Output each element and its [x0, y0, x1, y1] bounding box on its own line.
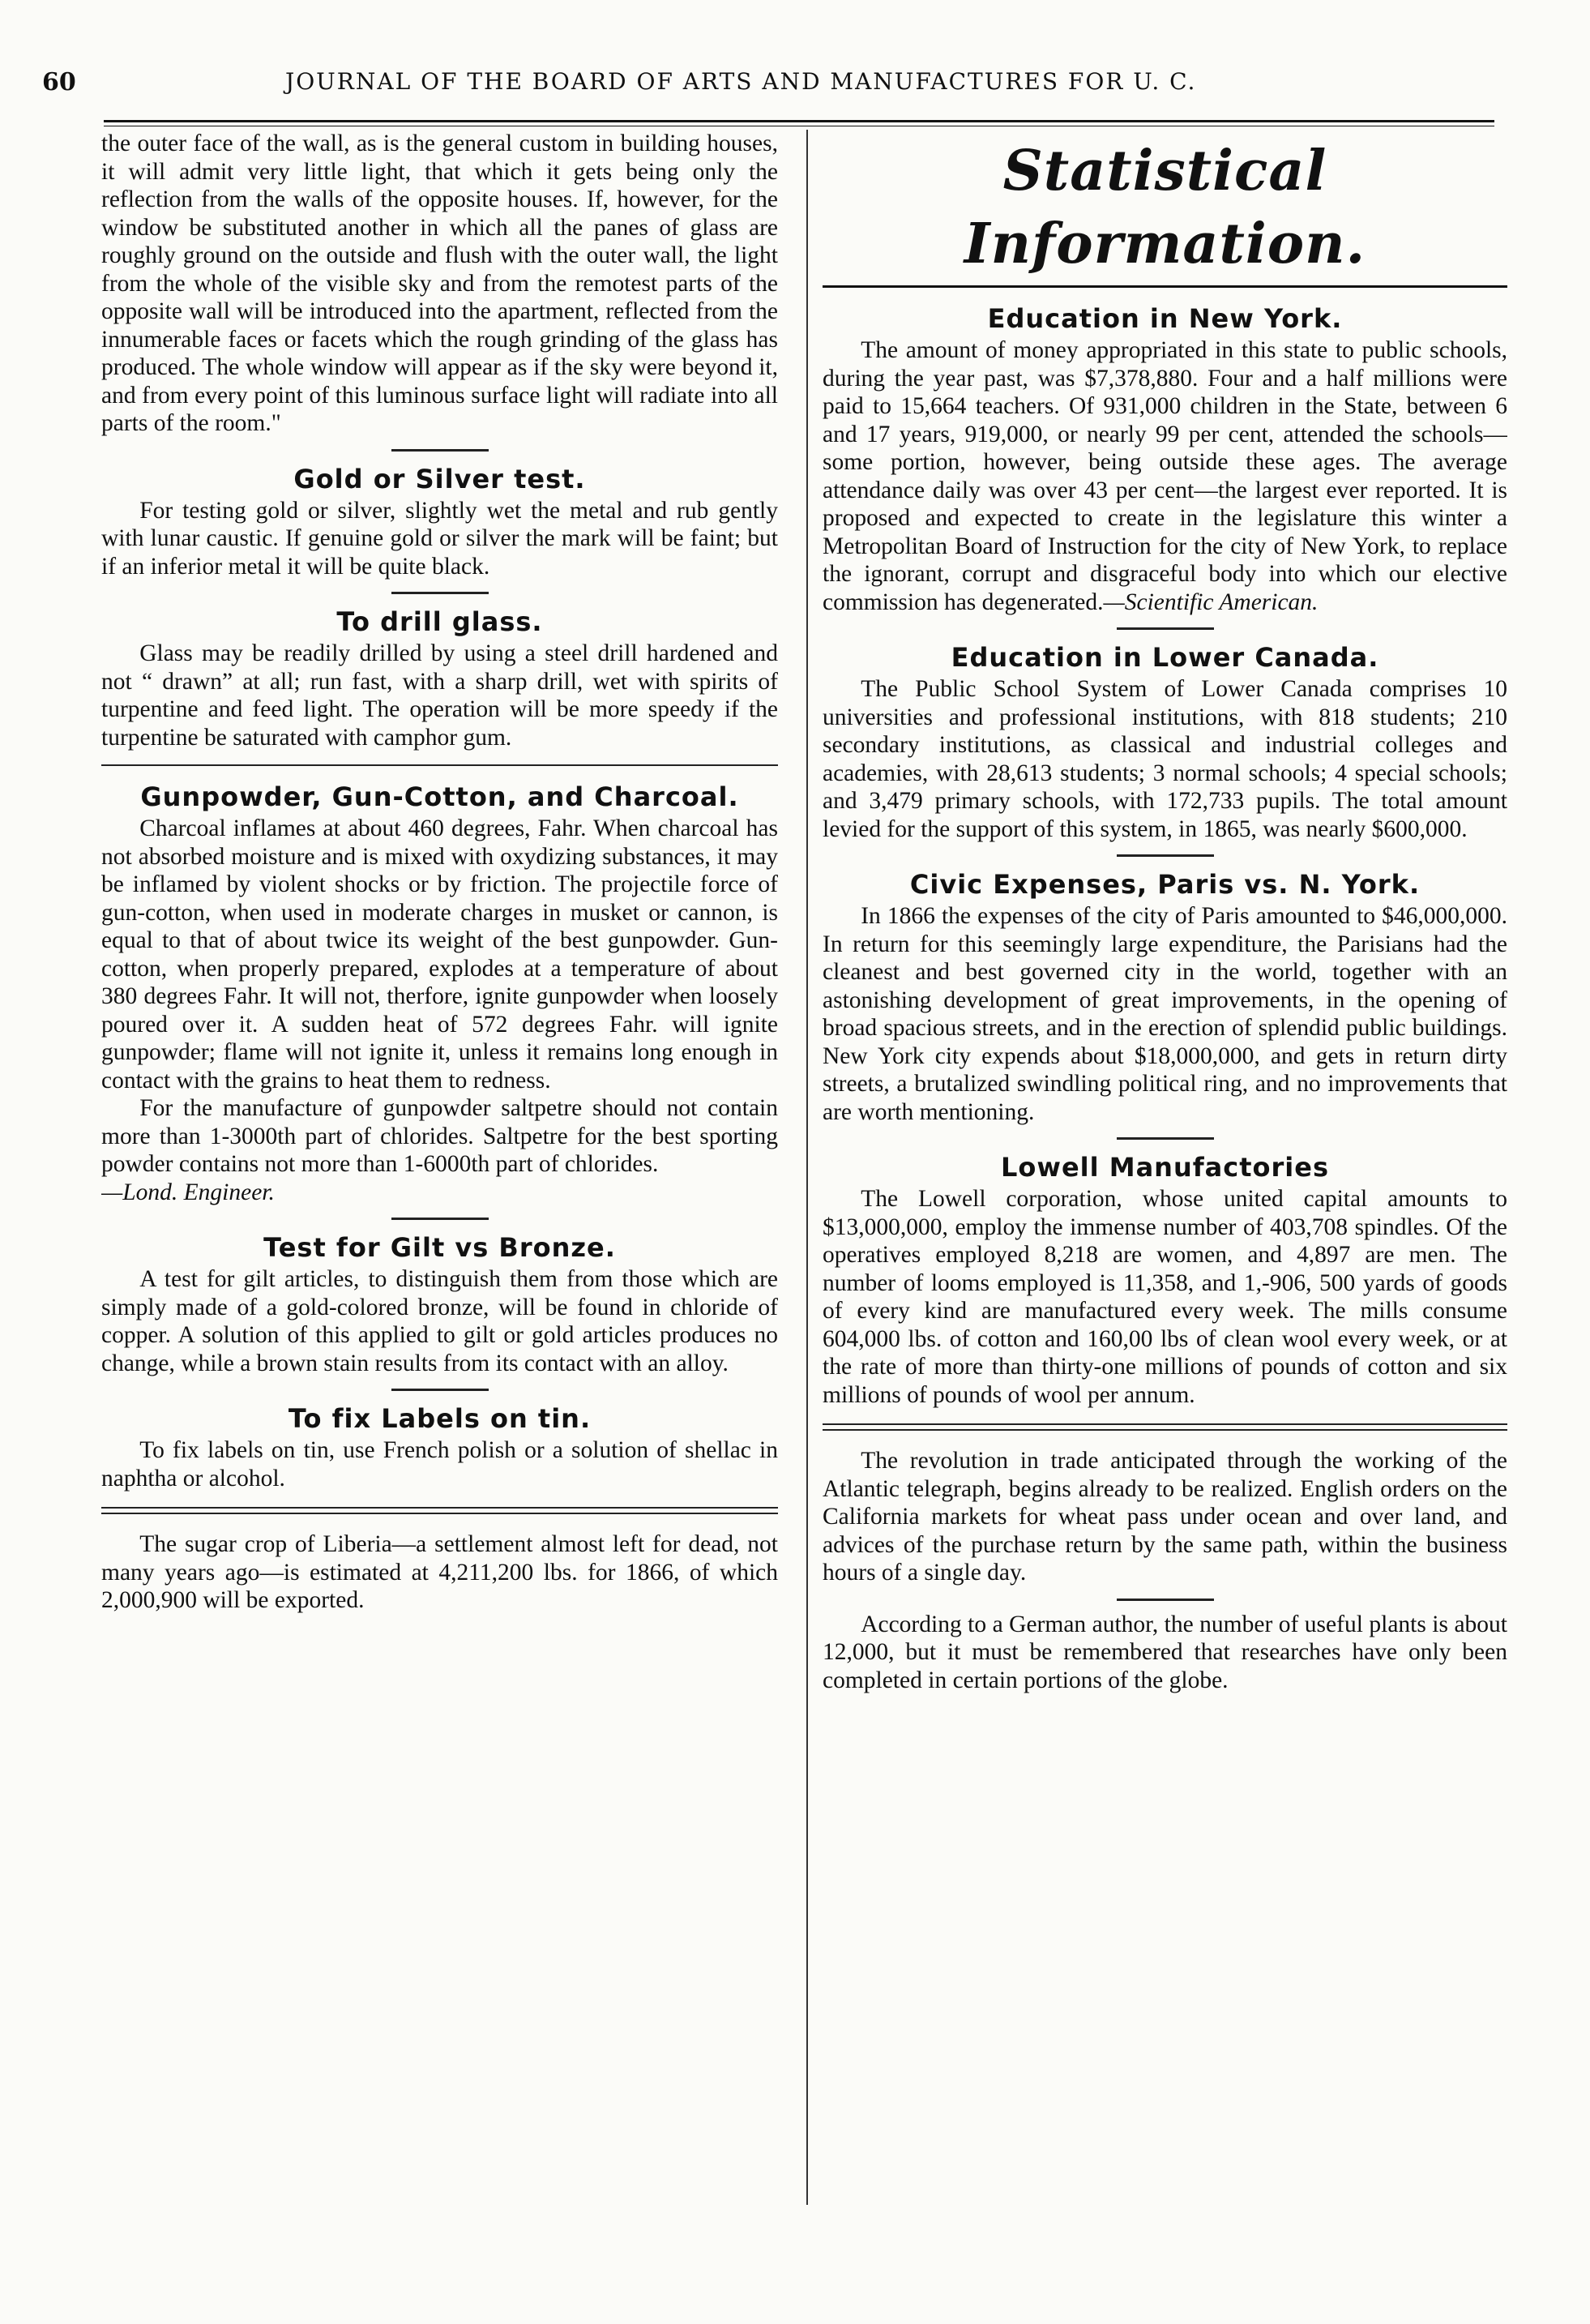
- education-lc-body: The Public School System of Lower Canada comprises 10 universities and professional institutions, with 818 students; 210 secondary institutions, as classical and industrial colleges and academies, with 28,613 students; 3 normal schools; 4 special schools; and 3,479 primary schools, with 172,733 pupils. The total amount levied for the support of this system, in 1865, was nearly $600,000.: [823, 676, 1507, 842]
- section-divider: [1117, 1137, 1214, 1140]
- statistical-banner: Statistical Information.: [964, 139, 1366, 276]
- gold-silver-title: Gold or Silver test.: [293, 463, 586, 494]
- section-divider: [101, 1507, 778, 1514]
- education-ny-text: The amount of money appropriated in this state to public schools, during the year past, was $7,378,880. Four and a half millions were paid to 15,664 teachers. Of 931,000 children in the State, between 6 and 17 years, 919,000, or nearly 99 per cent, attended the schools—some portion, however, being outside these ages. The average attendance daily was over 43 per cent—the largest ever reported. It is proposed and expected to create in the legislature this winter a Metropolitan Board of Instruction for the city of New York, to replace the ignorant, corrupt and disgraceful body into which our elective commission has degenerated.: [823, 337, 1507, 615]
- lowell-title: Lowell Manufactories: [1001, 1152, 1329, 1183]
- journal-title: JOURNAL OF THE BOARD OF ARTS AND MANUFACTURES FOR U. C.: [285, 68, 1197, 95]
- labels-tin-body: To fix labels on tin, use French polish or a solution of shellac in naphtha or alcohol.: [101, 1437, 778, 1492]
- gold-silver-body: For testing gold or silver, slightly wet the metal and rub gently with lunar caustic. If genuine gold or silver the mark will be faint; but if an inferior metal it will be quite black.: [101, 497, 778, 580]
- education-lc-title: Education in Lower Canada.: [951, 642, 1379, 673]
- civic-expenses-body: In 1866 the expenses of the city of Paris amounted to $46,000,000. In return for this seemingly large expenditure, the Parisians had the cleanest and best governed city in the world, together with an astonishing development of great improvements, in the opening of broad spacious streets, and in the erection of splendid public buildings. New York city expends about $18,000,000, and gets in return dirty streets, a brutalized swindling political ring, and no improvements that are worth mentioning.: [823, 903, 1507, 1125]
- section-divider: [1117, 1599, 1214, 1601]
- education-ny-title: Education in New York.: [987, 303, 1343, 334]
- page-number: 60: [42, 68, 76, 96]
- header-rule: [104, 120, 1494, 126]
- section-divider: [391, 592, 489, 594]
- education-ny-body: [823, 336, 1507, 616]
- civic-expenses-title: Civic Expenses, Paris vs. N. York.: [909, 869, 1421, 900]
- section-divider: [101, 764, 778, 766]
- running-head: [42, 63, 1493, 112]
- section-divider: [391, 1389, 489, 1391]
- gunpowder-title: Gunpowder, Gun-Cotton, and Charcoal.: [140, 781, 739, 812]
- drill-glass-title: To drill glass.: [336, 606, 543, 637]
- column-divider: [806, 130, 808, 2205]
- education-ny-source: —Scientific American.: [1103, 588, 1319, 615]
- section-divider: [391, 1218, 489, 1220]
- right-column: [823, 130, 1507, 2205]
- left-column: [101, 130, 778, 2205]
- lowell-body: The Lowell corporation, whose united capital amounts to $13,000,000, employ the immense number of 403,708 spindles. Of the operatives employed 8,218 are women, and 4,897 are men. The number of looms employed is 11,358, and 1,-906, 500 yards of goods of every kind are manufactured every week. The mills consume 604,000 lbs. of cotton and 160,00 lbs of clean wool every week, or at the rate of more than thirty-one millions of pounds of cotton and six millions of pounds of wool per annum.: [823, 1186, 1507, 1408]
- continuation-paragraph: the outer face of the wall, as is the general custom in building houses, it will admit very little light, that which it gets being only the reflection from the walls of the opposite houses. If, however, for the window be substituted another in which all the panes of glass are roughly ground on the outside and flush with the outer wall, the light from the whole of the visible sky and from the remotest parts of the opposite wall will be introduced into the apartment, reflected from the innumerable faces or facets which the rough grinding of the glass has produced. The whole window will appear as if the sky were beyond it, and from every point of this luminous surface light will radiate into all parts of the room.": [101, 131, 778, 436]
- section-divider: [391, 449, 489, 452]
- gunpowder-paragraph-1: Charcoal inflames at about 460 degrees, Fahr. When charcoal has not absorbed moisture and is mixed with oxydizing substances, it may be inflamed by violent shocks or by friction. The projectile force of gun-cotton, when used in moderate charges in musket or cannon, is equal to that of about twice its weight of the best gunpowder. Gun-cotton, when properly prepared, explodes at a temperature of about 380 degrees Fahr. It will not, therfore, ignite gunpowder when loosely poured over it. A sudden heat of 572 degrees Fahr. will ignite gunpowder; flame will not ignite it, unless it remains long enough in contact with the grains to heat them to redness.: [101, 815, 778, 1094]
- gunpowder-paragraph-2-text: For the manufacture of gunpowder saltpetre should not contain more than 1-3000th part of chlorides. Saltpetre for the best sporting powder contains not more than 1-6000th part of chlorides.: [101, 1095, 778, 1177]
- gilt-bronze-title: Test for Gilt vs Bronze.: [263, 1232, 616, 1263]
- gunpowder-paragraph-2: [101, 1094, 778, 1206]
- sugar-paragraph: The sugar crop of Liberia—a settlement almost left for dead, not many years ago—is estimated at 4,211,200 lbs. for 1866, of which 2,000,900 will be exported.: [101, 1531, 778, 1613]
- telegraph-paragraph: The revolution in trade anticipated through the working of the Atlantic telegraph, begins already to be realized. English orders on the California markets for wheat pass under ocean and over land, and advices of the purchase return by the same path, within the business hours of a single day.: [823, 1448, 1507, 1586]
- labels-tin-title: To fix Labels on tin.: [288, 1403, 592, 1434]
- banner-rule: [823, 285, 1507, 288]
- gunpowder-source: —Lond. Engineer.: [101, 1179, 275, 1205]
- section-divider: [1117, 627, 1214, 630]
- gilt-bronze-body: A test for gilt articles, to distinguish them from those which are simply made of a gold-colored bronze, will be found in chloride of copper. A solution of this applied to gilt or gold articles produces no change, while a brown stain results from its contact with an alloy.: [101, 1266, 778, 1376]
- drill-glass-body: Glass may be readily drilled by using a steel drill hardened and not “ drawn” at all; run fast, with a sharp drill, wet with spirits of turpentine and feed light. The operation will be more speedy if the turpentine be saturated with camphor gum.: [101, 640, 778, 751]
- useful-plants-paragraph: According to a German author, the number of useful plants is about 12,000, but it must be remembered that researches have only been completed in certain portions of the globe.: [823, 1611, 1507, 1693]
- section-divider: [823, 1423, 1507, 1431]
- section-divider: [1117, 854, 1214, 857]
